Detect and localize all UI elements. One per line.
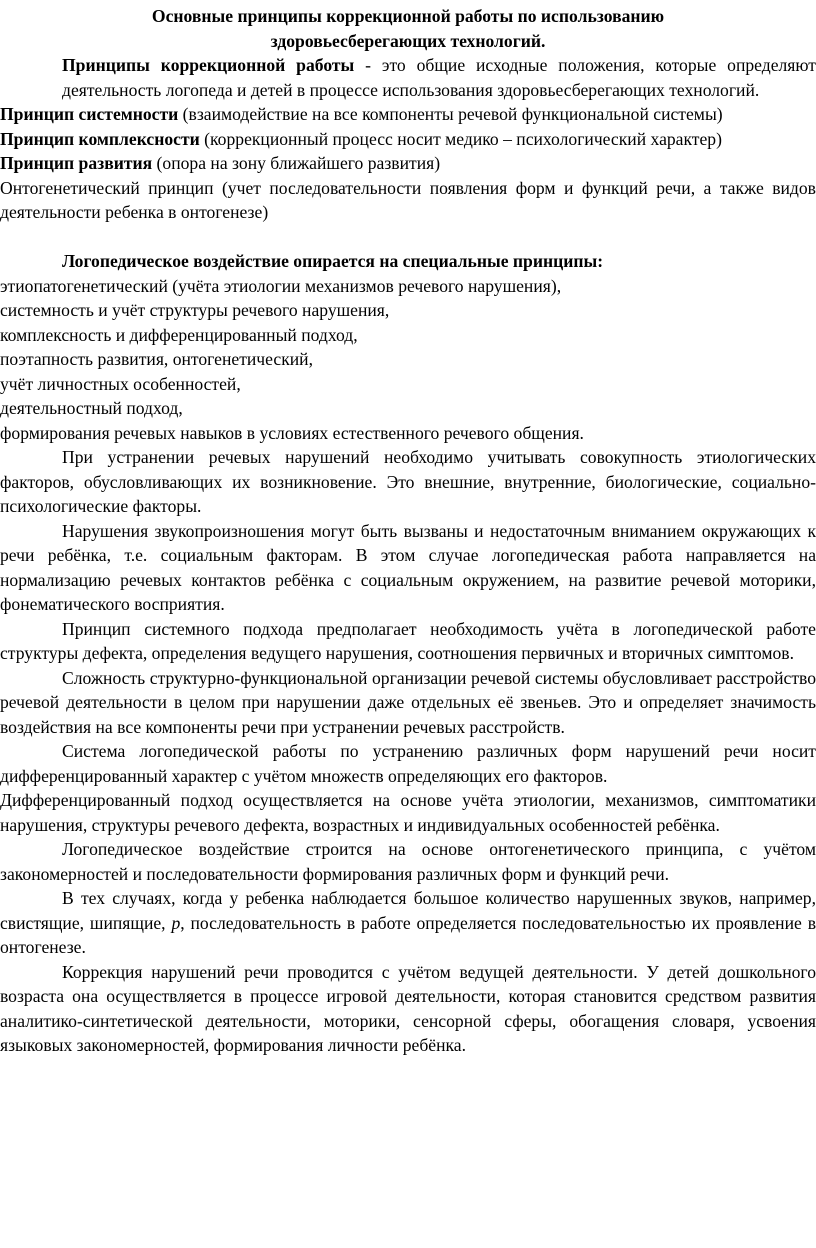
paragraph-text-tail: , последовательность в работе определяется последовательностью их проявление в онтогенезе. — [0, 912, 816, 957]
principle-name: Принцип системности — [0, 104, 179, 124]
list-item: учёт личностных особенностей, — [0, 373, 241, 394]
body-paragraph — [0, 886, 816, 960]
list-item: комплексность и дифференцированный подход, — [0, 324, 358, 345]
principle-development — [0, 151, 816, 176]
principle-text: Онтогенетический принцип (учет последовательности появления форм и функций речи, а также видов деятельности ребенка в онтогенезе) — [0, 177, 816, 222]
body-paragraph: Дифференцированный подход осуществляется на основе учёта этиологии, механизмов, симптоматики нарушения, структуры речевого дефекта, возрастных и индивидуальных особенностей ребёнка. — [0, 790, 816, 835]
list-item: деятельностный подход, — [0, 398, 183, 418]
document-page — [0, 4, 816, 1058]
body-paragraph: Система логопедической работы по устранению различных форм нарушений речи носит дифференцированный характер с учётом множеств определяющих его факторов. — [0, 741, 816, 786]
list-item: формирования речевых навыков в условиях естественного речевого общения. — [0, 422, 584, 443]
principle-ontogenetic — [0, 176, 816, 225]
body-paragraph: При устранении речевых нарушений необходимо учитывать совокупность этиологических факторов, обусловливающих их возникновение. Это внешние, внутренние, биологические, социально-психологические факторы. — [0, 447, 816, 516]
definition-text: - это общие исходные положения, которые определяют деятельность логопеда и детей в процессе использования здоровьесберегающих технологий. — [62, 55, 816, 100]
principle-text: (взаимодействие на все компоненты речевой функциональной системы) — [178, 104, 723, 124]
body-paragraph: Логопедическое воздействие строится на основе онтогенетического принципа, с учётом закономерностей и последовательности формирования различных форм и функций речи. — [0, 839, 816, 884]
document-title-line-1: Основные принципы коррекционной работы по использованию — [151, 6, 665, 26]
italic-letter: р — [171, 912, 181, 933]
principle-name: Принцип комплексности — [0, 128, 200, 149]
blank-line — [0, 225, 816, 250]
body-paragraph: Принцип системного подхода предполагает необходимость учёта в логопедической работе структуры дефекта, определения ведущего нарушения, соотношения первичных и вторичных симптомов. — [0, 618, 816, 663]
paragraph-text: В тех случаях, когда у ребенка наблюдается большое количество нарушенных звуков, например, свистящие, шипящие, — [0, 888, 816, 933]
principle-systemic — [0, 102, 816, 127]
principle-name: Принцип развития — [0, 153, 153, 173]
principle-text: (опора на зону ближайшего развития) — [152, 153, 441, 173]
principle-complex — [0, 127, 816, 152]
list-item: поэтапность развития, онтогенетический, — [0, 349, 313, 369]
definition-term: Принципы коррекционной работы — [62, 55, 355, 75]
body-paragraph: Коррекция нарушений речи проводится с учётом ведущей деятельности. У детей дошкольного возраста она осуществляется в процессе игровой деятельности, которая становится средством развития аналитико-синтетической деятельности, моторики, сенсорной сферы, обогащения словаря, усвоения языковых закономерностей, формирования личности ребёнка. — [0, 961, 816, 1055]
body-paragraph: Сложность структурно-функциональной организации речевой системы обусловливает расстройство речевой деятельности в целом при нарушении даже отдельных её звеньев. Это и определяет значимость воздействия на все компоненты речи при устранении речевых расстройств. — [0, 667, 816, 737]
principle-text: (коррекционный процесс носит медико – психологический характер) — [199, 128, 722, 149]
body-paragraph: Нарушения звукопроизношения могут быть вызваны и недостаточным вниманием окружающих к речи ребёнка, т.е. социальным факторам. В этом случае логопедическая работа направляется на нормализацию речевых контактов ребёнка с социальным окружением, на развитие речевой моторики, фонематического восприятия. — [0, 520, 816, 614]
list-item: этиопатогенетический (учёта этиологии механизмов речевого нарушения), — [0, 275, 562, 296]
list-item: системность и учёт структуры речевого нарушения, — [0, 300, 390, 320]
document-title-line-2: здоровьесберегающих технологий. — [270, 30, 546, 51]
special-principles-heading: Логопедическое воздействие опирается на специальные принципы: — [62, 251, 604, 271]
definition-paragraph — [62, 53, 816, 102]
